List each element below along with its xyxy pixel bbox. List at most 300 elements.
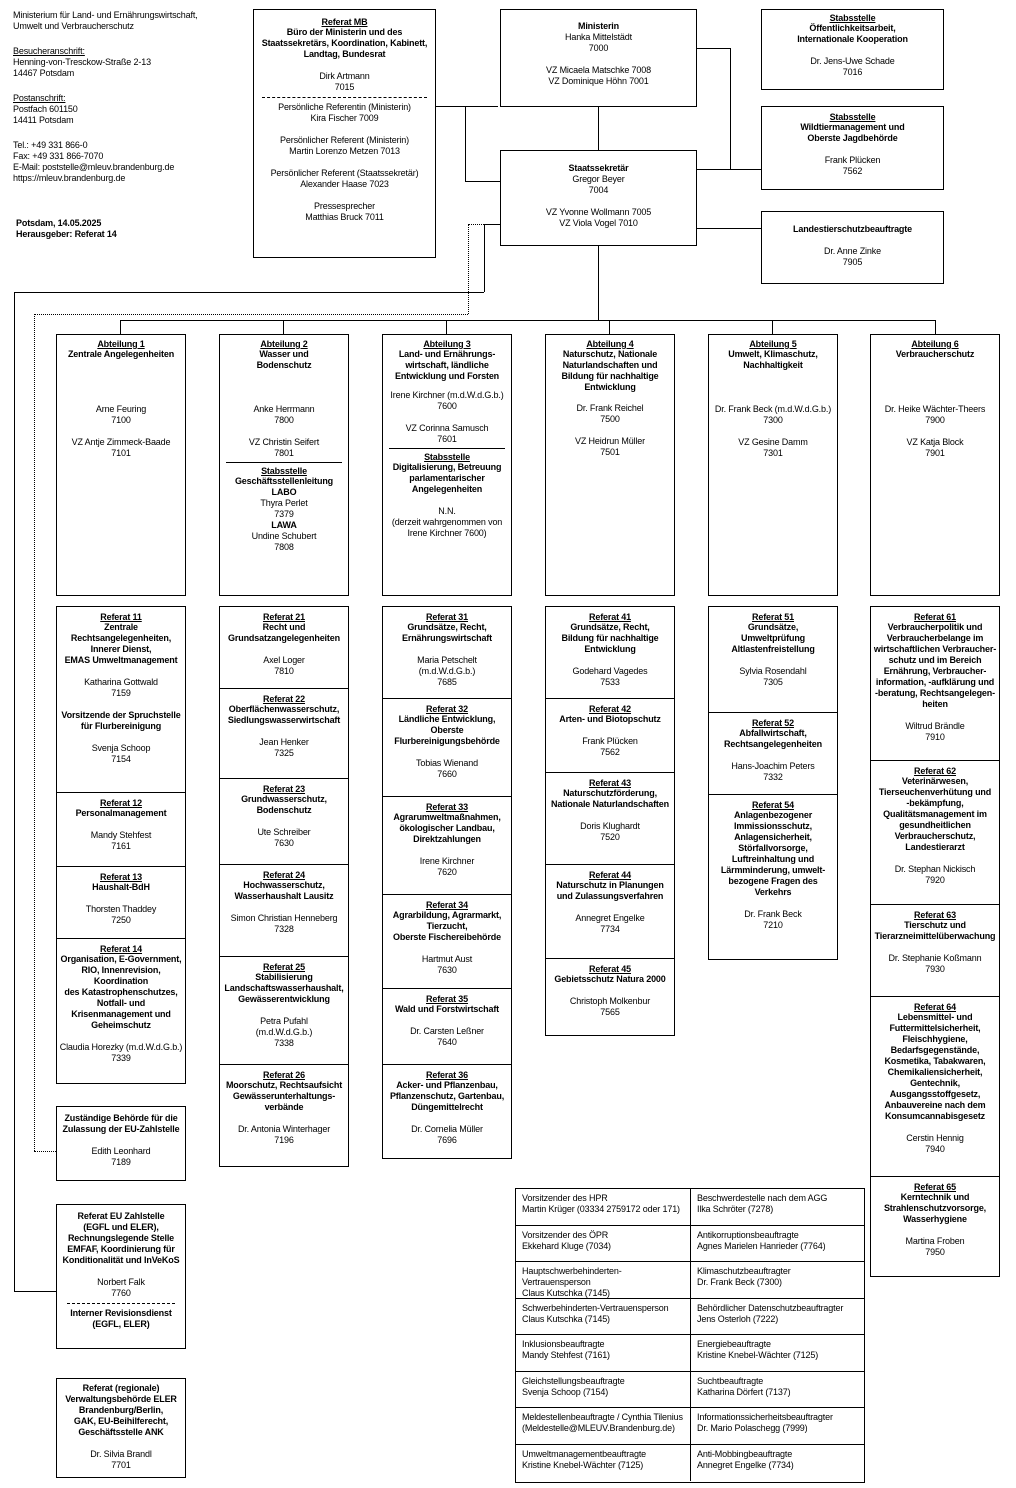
referat-subtitle: Luftreinhaltung und (731, 854, 815, 864)
abteilung-phone: 7100 (111, 415, 131, 425)
referat-person: 7328 (274, 924, 294, 934)
referat-person: 7250 (111, 915, 131, 925)
referat-subtitle: Krisenmanagement und (71, 1009, 171, 1019)
referat-subtitle: Ländliche Entwicklung, (398, 714, 496, 724)
abteilung-title: Abteilung 1 (97, 339, 145, 349)
labo-name: Thyra Perlet (260, 498, 308, 508)
abteilung-subtitle: Verbraucherschutz (895, 349, 975, 359)
ministry-info (13, 10, 243, 184)
referat-subtitle: des Katastrophenschutzes, (64, 987, 178, 997)
referat-subtitle: Innerer Dienst, (90, 644, 152, 654)
referat-person: Annegret Engelke (575, 913, 645, 923)
referat-person: 7565 (600, 1007, 620, 1017)
officer-role: Meldestellenbeauftragte / Cynthia Tilenius (522, 1412, 683, 1422)
publication-info (16, 218, 216, 240)
referate-abteilung-4 (545, 606, 675, 1036)
stabsstelle-oeffentlichkeit-box (761, 9, 944, 90)
ministerin-phone: 7000 (588, 43, 609, 53)
officer-cell (516, 1226, 691, 1263)
abteilung-3-box (382, 334, 512, 596)
referat-subtitle: Oberste (430, 725, 464, 735)
staff-name: Matthias Bruck 7011 (305, 212, 384, 222)
referat-person: 7520 (600, 832, 620, 842)
officer-cell (516, 1335, 691, 1372)
officer-role: Hauptschwerbehinderten-Vertrauensperson (522, 1266, 622, 1287)
staatssekretaer-name: Gregor Beyer (572, 174, 625, 184)
referat-subtitle: Wald und Forstwirtschaft (394, 1004, 500, 1014)
spacer (383, 1113, 511, 1124)
referat-subtitle: Acker- und Pflanzenbau, (396, 1080, 498, 1090)
officer-cell (691, 1335, 865, 1372)
officer-role: Vorsitzender des ÖPR (522, 1229, 609, 1240)
referat-subtitle: Arten- und Biotopschutz (559, 714, 661, 724)
abteilung-head: Dr. Frank Beck (m.d.W.d.G.b.) (714, 404, 832, 414)
referat-person: 7930 (925, 964, 945, 974)
referat-subtitle: Futtermittelsicherheit, (889, 1023, 981, 1033)
abteilung-6-box (870, 334, 1000, 596)
referat-mb-phone: 7015 (334, 82, 355, 92)
referat-cell (57, 939, 185, 1083)
referat-title: Referat 21 (262, 612, 306, 622)
referate-abteilung-5 (708, 606, 838, 960)
spacer (220, 1005, 348, 1016)
referat-subtitle: Grundsätze, Recht, (407, 622, 487, 632)
officer-role: Behördlicher Datenschutzbeauftragter (697, 1302, 844, 1313)
abteilung-1-box (56, 334, 186, 596)
referate-abteilung-6 (870, 606, 1000, 1277)
referat-subtitle: Bedarfsgegenstände, (890, 1045, 980, 1055)
referat-subtitle: -beratung, Rechtsangelegen- (875, 688, 995, 698)
referat-cell (871, 905, 999, 997)
abteilung-subtitle: Bildung für nachhaltige (561, 371, 659, 381)
officer-cell (516, 1372, 691, 1409)
referat-cell (546, 773, 674, 865)
referat-subtitle: gesundheitlichen (899, 820, 971, 830)
referat-cell (546, 699, 674, 773)
referat-cell (871, 761, 999, 905)
abteilung-vz-phone: 7101 (111, 448, 131, 458)
staff-role: Persönliche Referentin (Ministerin) (278, 102, 411, 112)
officer-name: Ilka Schröter (7278) (697, 1204, 774, 1214)
publication-date: Potsdam, 14.05.2025 (16, 218, 102, 228)
referat-subtitle: Rechtsangelegenheiten (724, 739, 822, 749)
stabsstelle-phone: 7562 (842, 166, 863, 176)
referat-title: Referat 13 (99, 872, 143, 882)
referat-subtitle: Abfallwirtschaft, (739, 728, 807, 738)
referat-subtitle: Anlagensicherheit, (734, 832, 812, 842)
stabsstelle-name: Frank Plücken (824, 155, 881, 165)
spacer (383, 1015, 511, 1026)
staff-role: Pressesprecher (314, 201, 375, 211)
staatssekretaer-box (500, 150, 697, 246)
referat-subtitle: Wasserhaushalt Lausitz (234, 891, 334, 901)
referat-subtitle: Grundwasserschutz, (241, 794, 327, 804)
referat-subtitle: Altlastenfreistellung (731, 644, 815, 654)
referat-subtitle: Chemikaliensicherheit, (887, 1067, 983, 1077)
referat-subtitle: Gentechnik, (910, 1078, 960, 1088)
referat-title: Referat 51 (751, 612, 795, 622)
stabsstelle-subtitle: Angelegenheiten (411, 484, 483, 494)
referat-extra-title: für Flurbereinigung (80, 721, 162, 731)
referat-eu-zahlstelle-box (56, 1204, 186, 1349)
referat-person: 7920 (925, 875, 945, 885)
spacer (57, 699, 185, 710)
referat-subtitle: EMAS Umweltmanagement (64, 655, 178, 665)
officer-role: Informationssicherheitsbeauftragter (697, 1412, 833, 1422)
referat-person: 7734 (600, 924, 620, 934)
referat-person: Mandy Stehfest (90, 830, 152, 840)
referat-person: Cerstin Hennig (906, 1133, 964, 1143)
spacer (57, 1031, 185, 1042)
referat-cell (57, 607, 185, 793)
referat-subtitle: Bildung für nachhaltige (561, 633, 659, 643)
referat-title: Referat 65 (913, 1182, 957, 1192)
abteilung-4-box (545, 334, 675, 596)
revisionsdienst-title: Interner Revisionsdienst (70, 1308, 172, 1318)
officer-name: Martin Krüger (03334 2759172 oder 171) (522, 1204, 680, 1214)
referat-subtitle: Entwicklung (584, 644, 636, 654)
ref-regional-title: GAK, EU-Beihilferecht, (73, 1416, 169, 1426)
referat-cell (383, 607, 511, 699)
spacer (546, 655, 674, 666)
referat-person: 7630 (437, 965, 457, 975)
ref-eu-title: EMFAF, Koordinierung für (67, 1244, 175, 1254)
referat-subtitle: heiten (922, 699, 948, 709)
referat-subtitle: Veterinärwesen, (901, 776, 969, 786)
spacer (383, 943, 511, 954)
officer-name: Claus Kutschka (7145) (522, 1313, 610, 1324)
referat-cell (220, 689, 348, 779)
referat-subtitle: Verbraucherbelange im (886, 633, 984, 643)
spacer (871, 1122, 999, 1133)
officer-name: Jens Osterloh (7222) (697, 1313, 779, 1324)
spacer (220, 726, 348, 737)
ministerin-vz: VZ Dominique Höhn 7001 (548, 76, 649, 86)
referat-cell (220, 779, 348, 865)
referat-title: Referat 22 (262, 694, 306, 704)
referat-person: Jean Henker (259, 737, 309, 747)
abteilung-phone: 7600 (437, 401, 457, 411)
zustaendig-title: Zuständige Behörde für die (64, 1113, 178, 1123)
ref-eu-name: Norbert Falk (97, 1277, 145, 1287)
staff-role: Persönlicher Referent (Staatssekretär) (270, 168, 419, 178)
lawa-phone: 7808 (274, 542, 294, 552)
referat-subtitle: Gewässerunterhaltungs- (232, 1091, 336, 1101)
referat-regional-box (56, 1378, 186, 1478)
ref-regional-title: Verwaltungsbehörde ELER (65, 1394, 177, 1404)
stabsstelle-wildtier-box (761, 106, 944, 190)
referat-subtitle: RIO, Innenrevision, (81, 965, 161, 975)
officer-name: (Meldestelle@MLEUV.Brandenburg.de) (522, 1423, 675, 1433)
referat-cell (383, 989, 511, 1065)
abteilung-vz: VZ Antje Zimmeck-Baade (71, 437, 171, 447)
referat-person: Maria Petschelt (417, 655, 477, 665)
spacer (709, 655, 837, 666)
referat-cell (546, 959, 674, 1035)
referat-person: Dr. Cornelia Müller (411, 1124, 483, 1134)
stabsstelle-title: Stabsstelle (261, 466, 307, 476)
referat-subtitle: Umweltprüfung (740, 633, 806, 643)
referat-person: Sylvia Rosendahl (739, 666, 807, 676)
referat-subtitle: Anbauvereine nach dem (884, 1100, 986, 1110)
abteilung-phone: 7300 (763, 415, 783, 425)
staatssekretaer-vz: VZ Yvonne Wollmann 7005 (545, 207, 652, 217)
referat-subtitle: -bekämpfung, (906, 798, 964, 808)
abteilung-vz: VZ Christin Seifert (248, 437, 320, 447)
referat-mb-subtitle: Landtag, Bundesrat (303, 49, 386, 59)
officer-role: Klimaschutzbeauftragter (697, 1266, 791, 1276)
referat-person: Godehard Vagedes (572, 666, 648, 676)
referat-subtitle: Oberflächenwasserschutz, (228, 704, 340, 714)
referat-person: Dr. Stephan Nickisch (894, 864, 976, 874)
staff-name: Alexander Haase 7023 (300, 179, 389, 189)
referat-extra-title: Vorsitzende der Spruchstelle (61, 710, 181, 720)
referat-title: Referat 43 (588, 778, 632, 788)
referat-title: Referat 14 (99, 944, 143, 954)
stabsstelle-phone: 7016 (842, 67, 863, 77)
referat-person: Dr. Carsten Leßner (410, 1026, 484, 1036)
referat-subtitle: Nationale Naturlandschaften (551, 799, 669, 809)
referat-person: Frank Plücken (582, 736, 638, 746)
abteilung-head: Dr. Frank Reichel (576, 403, 644, 413)
ref-eu-title: Referat EU Zahlstelle (77, 1211, 165, 1221)
referat-title: Referat 36 (425, 1070, 469, 1080)
spacer (57, 819, 185, 830)
referat-title: Referat 24 (262, 870, 306, 880)
spacer (57, 666, 185, 677)
referat-person: 7640 (437, 1037, 457, 1047)
ref-regional-title: Geschäftsstelle ANK (78, 1427, 164, 1437)
spacer (709, 898, 837, 909)
referat-subtitle: Rechtsangelegenheiten, (70, 633, 172, 643)
landestierschutz-title: Landestierschutzbeauftragte (793, 224, 912, 234)
abteilung-vz-phone: 7301 (763, 448, 783, 458)
referat-title: Referat 63 (913, 910, 957, 920)
abteilung-subtitle: Naturschutz, Nationale (562, 349, 658, 359)
spacer (220, 644, 348, 655)
referat-title: Referat 64 (913, 1002, 957, 1012)
lawa-label: LAWA (271, 520, 297, 530)
stabsstelle-line: Irene Kirchner 7600) (407, 528, 487, 538)
referat-person: Ute Schreiber (257, 827, 311, 837)
referat-subtitle: Geheimschutz (91, 1020, 151, 1030)
referat-title: Referat 26 (262, 1070, 306, 1080)
postal-address-label: Postanschrift: (13, 93, 66, 103)
referat-subtitle: Qualitätsmanagement im (883, 809, 987, 819)
referat-subtitle: Tierseuchenverhütung und (878, 787, 992, 797)
abteilung-head: Arne Feuring (95, 404, 147, 414)
stabsstelle-line: N.N. (438, 506, 456, 516)
abteilung-vz: VZ Gesine Damm (738, 437, 808, 447)
zustaendig-name: Edith Leonhard (91, 1146, 151, 1156)
beauftragte-table (515, 1188, 865, 1483)
stabsstelle-name: Dr. Jens-Uwe Schade (810, 56, 895, 66)
abteilung-subtitle: Bodenschutz (256, 360, 312, 370)
referat-subtitle: Lärmminderung, umwelt- (720, 865, 826, 875)
abteilung-subtitle: Land- und Ernährungs- (398, 349, 496, 359)
spacer (871, 853, 999, 864)
labo-phone: 7379 (274, 509, 294, 519)
abteilung-title: Abteilung 6 (911, 339, 959, 349)
spacer (871, 710, 999, 721)
staatssekretaer-vz: VZ Viola Vogel 7010 (559, 218, 638, 228)
zustaendig-phone: 7189 (111, 1157, 131, 1167)
officer-cell (691, 1299, 865, 1336)
referat-subtitle: Verbraucherschutz, (894, 831, 976, 841)
referat-subtitle: Bodenschutz (256, 805, 312, 815)
staatssekretaer-title: Staatssekretär (568, 163, 629, 173)
ministerin-name: Hanka Mittelstädt (565, 32, 632, 42)
referat-person: Doris Klughardt (580, 821, 640, 831)
referat-subtitle: Ernährungswirtschaft (401, 633, 492, 643)
referat-subtitle: Agrarbildung, Agrarmarkt, (392, 910, 502, 920)
officer-name: Dr. Mario Polaschegg (7999) (697, 1423, 808, 1433)
referat-person: Dr. Stephanie Koßmann (888, 953, 982, 963)
referat-cell (220, 957, 348, 1065)
referat-person: Dr. Frank Beck (744, 909, 802, 919)
abteilung-phone: 7800 (274, 415, 294, 425)
abteilung-subtitle: Naturlandschaften und (562, 360, 658, 370)
referat-title: Referat 25 (262, 962, 306, 972)
abteilung-head: Dr. Heike Wächter-Theers (884, 404, 986, 414)
referat-title: Referat 41 (588, 612, 632, 622)
referat-person: 7620 (437, 867, 457, 877)
referat-person: 7660 (437, 769, 457, 779)
referat-subtitle: und Zulassungsverfahren (556, 891, 664, 901)
officer-cell (516, 1189, 691, 1226)
referat-mb-head: Dirk Artmann (319, 71, 370, 81)
referat-person: Petra Pufahl (260, 1016, 308, 1026)
referat-person: Simon Christian Henneberg (230, 913, 338, 923)
officer-cell (691, 1189, 865, 1226)
referat-person: Hans-Joachim Peters (731, 761, 815, 771)
staatssekretaer-phone: 7004 (588, 185, 609, 195)
stabsstelle-subtitle: Wildtiermanagement und (800, 122, 905, 132)
spacer (546, 985, 674, 996)
landestierschutz-name: Dr. Anne Zinke (824, 246, 881, 256)
referat-cell (383, 1065, 511, 1158)
zustaendig-title: Zulassung der EU-Zahlstelle (62, 1124, 180, 1134)
officer-cell (516, 1262, 691, 1299)
referat-subtitle: Tierzucht, (426, 921, 468, 931)
referat-subtitle: Stabilisierung (255, 972, 313, 982)
publisher: Herausgeber: Referat 14 (16, 229, 117, 239)
referat-title: Referat 61 (913, 612, 957, 622)
referat-person: 7910 (925, 732, 945, 742)
referat-title: Referat 31 (425, 612, 469, 622)
referat-subtitle: information, -aufklärung und (875, 677, 995, 687)
officer-name: Dr. Frank Beck (7300) (697, 1277, 782, 1287)
referat-subtitle: Naturschutzförderung, (563, 788, 657, 798)
abteilung-vz: VZ Katja Block (906, 437, 964, 447)
visitor-address-label: Besucheranschrift: (13, 46, 85, 56)
stabsstelle-title: Stabsstelle (829, 112, 876, 122)
ref-regional-phone: 7701 (111, 1460, 131, 1470)
referat-person: 7696 (437, 1135, 457, 1145)
referat-cell (709, 607, 837, 713)
zustaendige-behoerde-box (56, 1106, 186, 1181)
ministerin-vz: VZ Micaela Matschke 7008 (546, 65, 651, 75)
stabsstelle-line: (derzeit wahrgenommen von (391, 517, 503, 527)
referat-title: Referat 62 (913, 766, 957, 776)
referat-mb-box (253, 9, 436, 258)
abteilung-head: Anke Herrmann (253, 404, 315, 414)
referat-subtitle: Siedlungswasserwirtschaft (227, 715, 341, 725)
referat-title: Referat 11 (100, 612, 142, 622)
spacer (220, 816, 348, 827)
officer-name: Ekkehard Kluge (7034) (522, 1240, 611, 1251)
abteilung-vz: VZ Heidrun Müller (575, 436, 645, 446)
referat-cell (871, 607, 999, 761)
spacer (383, 644, 511, 655)
referat-title: Referat 12 (99, 798, 143, 808)
referat-cell (383, 895, 511, 989)
referat-subtitle: verbände (264, 1102, 304, 1112)
referat-cell (220, 865, 348, 957)
referat-subtitle: Naturschutz in Planungen (556, 880, 664, 890)
referat-subtitle: Lebensmittel- und (897, 1012, 973, 1022)
spacer (546, 725, 674, 736)
referat-title: Referat 34 (425, 900, 469, 910)
spacer (546, 810, 674, 821)
referat-cell (383, 699, 511, 797)
referat-person: Hartmut Aust (421, 954, 473, 964)
fax: Fax: +49 331 866-7070 (13, 151, 104, 161)
org-name-line-1: Ministerium für Land- und Ernährungswirtschaft, (13, 10, 198, 20)
referat-cell (220, 1065, 348, 1166)
referat-subtitle: Recht und (262, 622, 306, 632)
referat-subtitle: Strahlenschutzvorsorge, (883, 1203, 987, 1213)
ref-eu-title: Konditionalität und InVeKoS (62, 1255, 180, 1265)
referat-cell (57, 867, 185, 939)
email[interactable]: E-Mail: poststelle@mleuv.brandenburg.de (13, 162, 175, 172)
referat-subtitle: Ausgangsstoffgesetz, (889, 1089, 981, 1099)
referat-subtitle: Oberste Fischereibehörde (393, 932, 501, 942)
referat-subtitle: Düngemittelrecht (411, 1102, 483, 1112)
referat-subtitle: Haushalt-BdH (92, 882, 150, 892)
referat-person: Tobias Wienand (416, 758, 478, 768)
referat-subtitle: Tierschutz und (904, 920, 966, 930)
spacer (57, 893, 185, 904)
referat-subtitle: Ernährung, Verbraucher- (883, 666, 987, 676)
referat-person: 7159 (111, 688, 131, 698)
website[interactable]: https://mleuv.brandenburg.de (13, 173, 126, 183)
referat-subtitle: Pflanzenschutz, Gartenbau, (389, 1091, 505, 1101)
referat-person: (m.d.W.d.G.b.) (255, 1027, 313, 1037)
officer-role: Gleichstellungsbeauftragte (522, 1375, 625, 1386)
abteilung-subtitle: wirtschaft, ländliche (405, 360, 489, 370)
referat-title: Referat 54 (751, 800, 795, 810)
referat-person: Wiltrud Brändle (905, 721, 965, 731)
officer-cell (691, 1372, 865, 1409)
officer-name: Katharina Dörfert (7137) (697, 1386, 791, 1397)
referat-subtitle: Wasserhygiene (903, 1214, 967, 1224)
phone: Tel.: +49 331 866-0 (13, 140, 88, 150)
referat-extra-person: Svenja Schoop (91, 743, 151, 753)
referat-subtitle: Grundsätze, (747, 622, 799, 632)
referat-subtitle: Landschaftswasserhaushalt, (224, 983, 344, 993)
referat-person: 7339 (111, 1053, 131, 1063)
referat-subtitle: Koordination (93, 976, 149, 986)
referat-subtitle: Personalmanagement (75, 808, 167, 818)
landestierschutz-box (761, 211, 944, 284)
officer-role: Beschwerdestelle nach dem AGG (697, 1193, 828, 1203)
referat-person: Axel Loger (263, 655, 305, 665)
referat-person: Martina Froben (905, 1236, 965, 1246)
spacer (709, 750, 837, 761)
ref-regional-name: Dr. Silvia Brandl (90, 1449, 152, 1459)
officer-role: Umweltmanagementbeauftragte (522, 1448, 647, 1459)
